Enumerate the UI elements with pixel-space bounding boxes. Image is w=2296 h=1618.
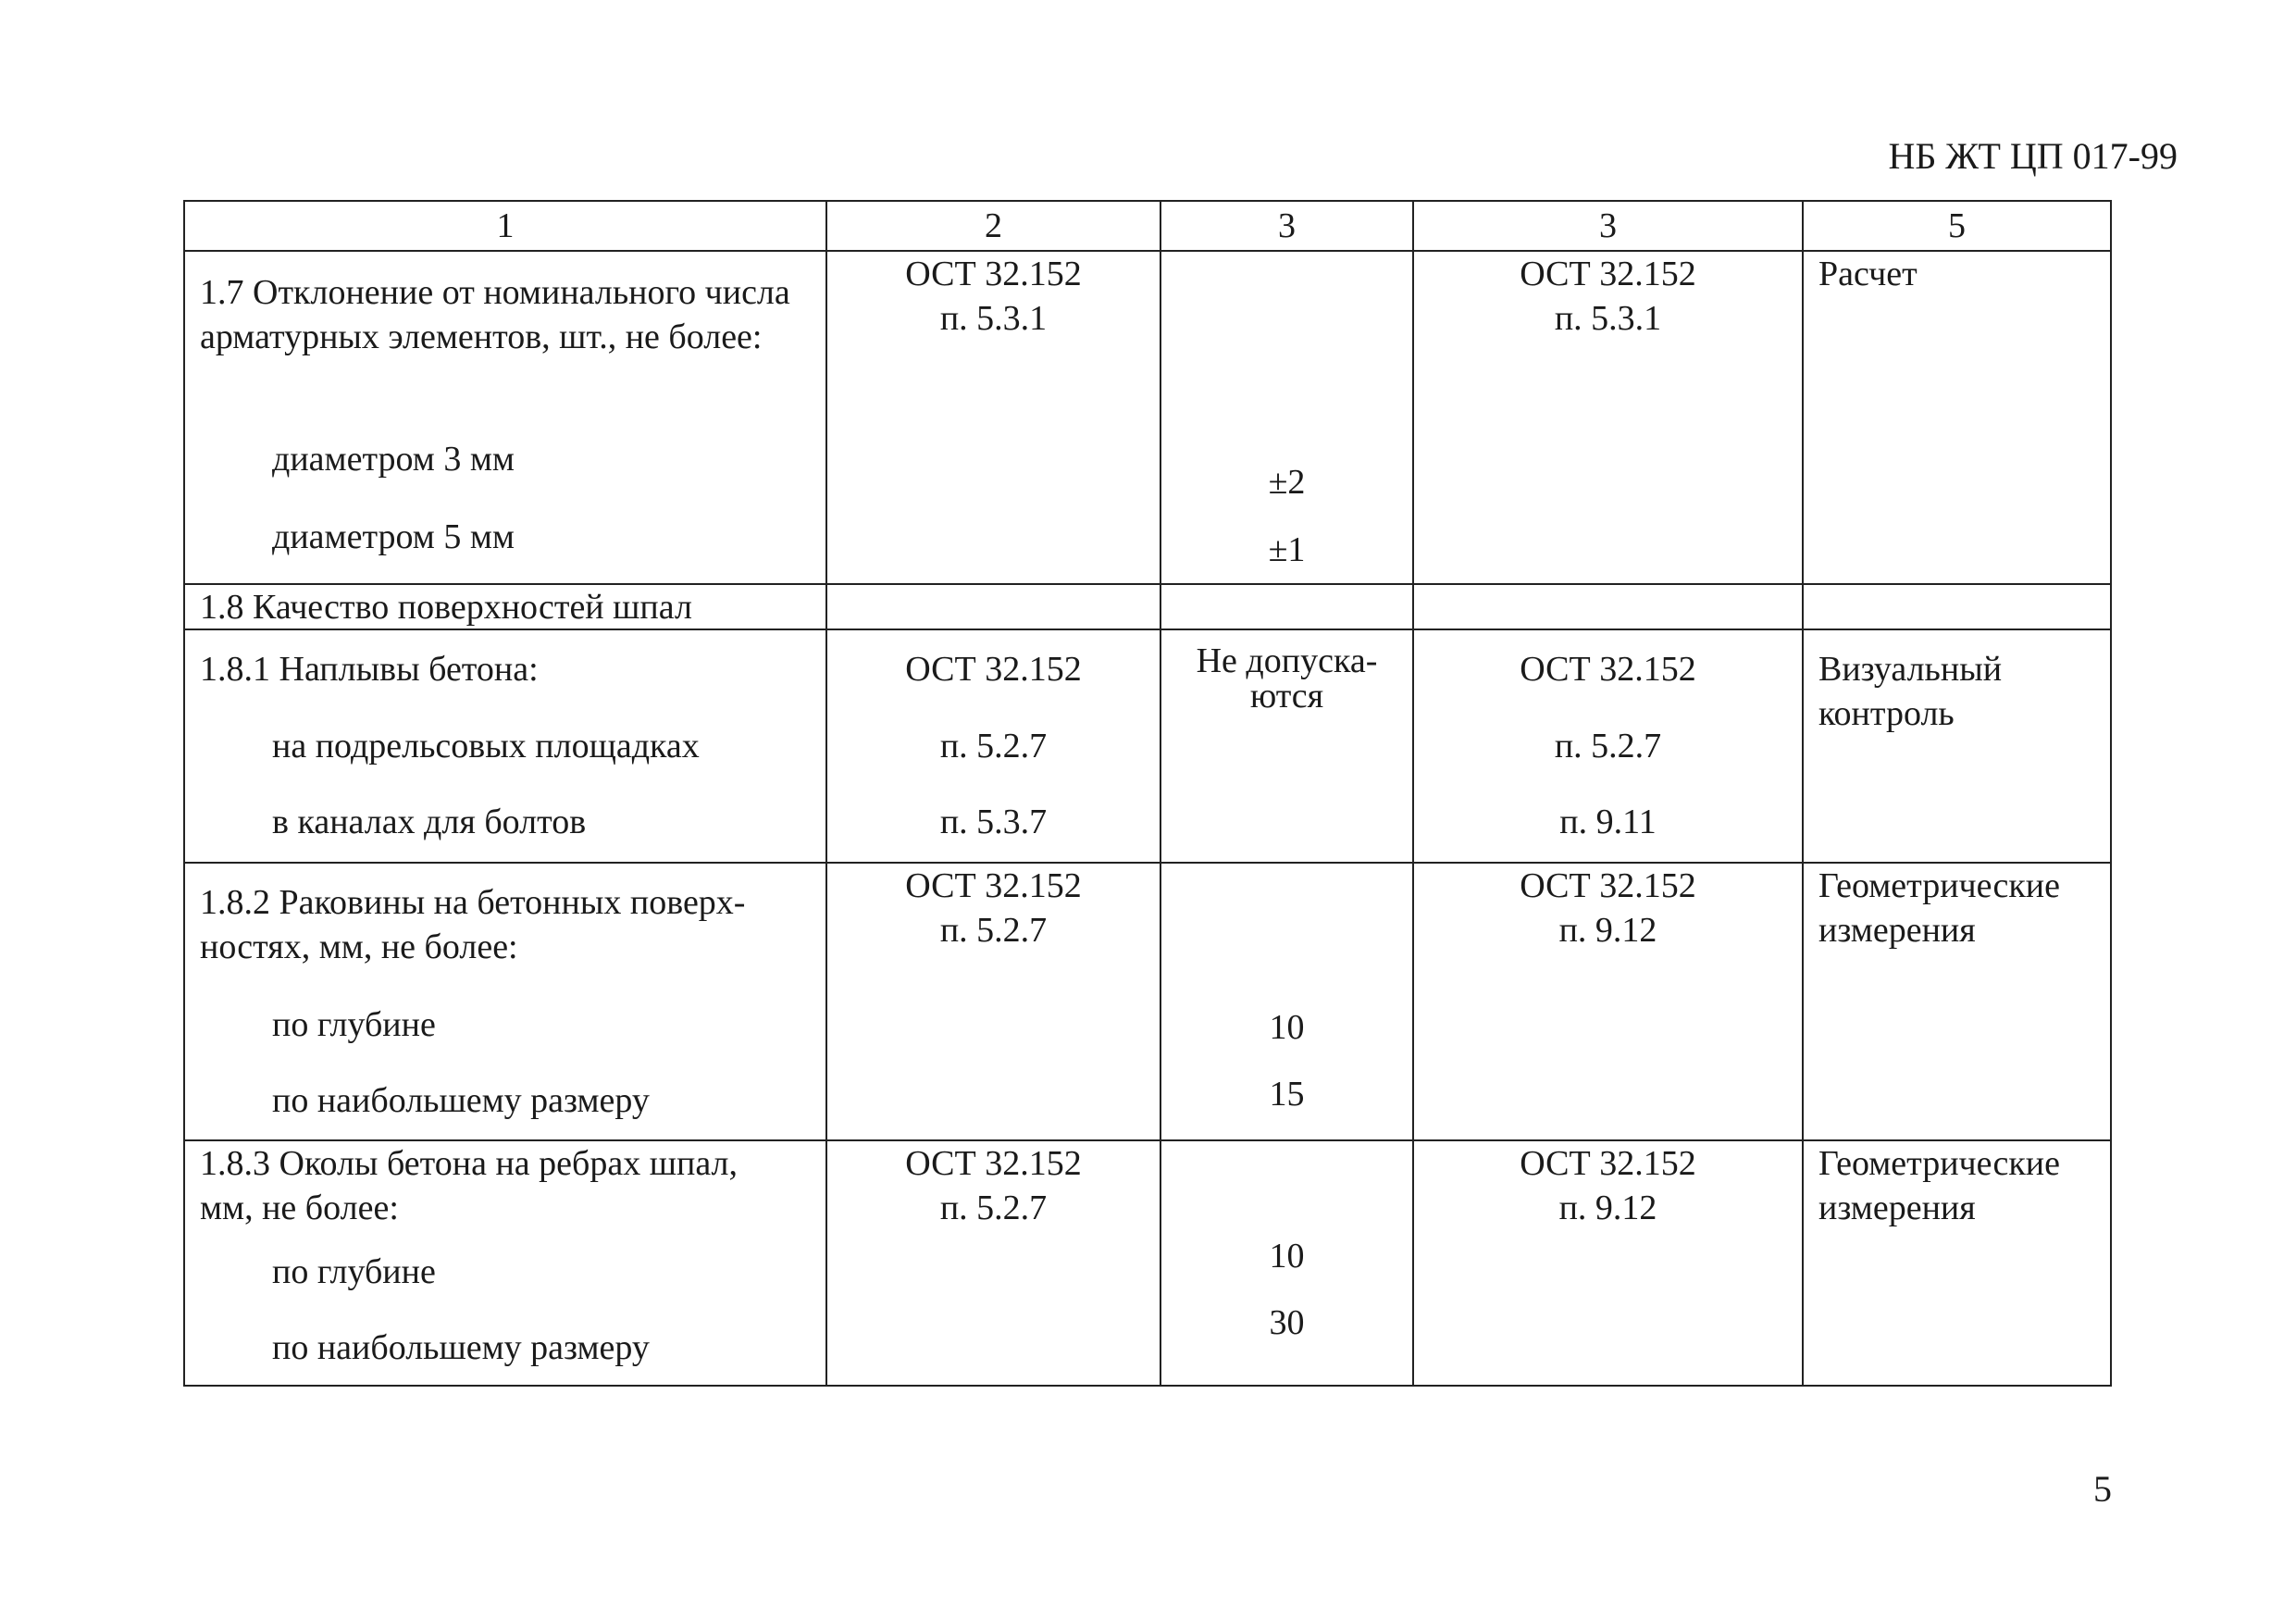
column-header: 5 [1803,201,2111,251]
parameter-cell [184,629,826,863]
column-header: 3 [1160,201,1413,251]
table-row [184,629,2111,863]
value-cell [1160,1140,1413,1386]
tolerance-value: ±1 [1268,530,1306,569]
method-reference: ОСТ 32.152 [1520,866,1696,905]
sub-parameter: на подрельсовых площадках [272,727,700,765]
parameter-text: ностях, мм, не более: [200,927,518,966]
doc-reference: ОСТ 32.152 [905,866,1082,905]
table-row [184,251,2111,584]
method-doc-cell [1413,863,1803,1140]
normative-doc-cell [826,863,1160,1140]
tolerance-value: 15 [1269,1075,1305,1114]
parameter-cell [184,584,826,629]
tolerance-value: 10 [1269,1237,1305,1276]
doc-reference: ОСТ 32.152 [905,255,1082,293]
control-cell [1803,251,2111,584]
normative-doc-cell [826,251,1160,584]
table-row [184,1140,2111,1386]
method-doc-cell [1413,251,1803,584]
column-header: 1 [184,201,826,251]
control-method: Расчет [1818,255,1917,293]
value-cell [1160,629,1413,863]
control-method: измерения [1818,911,1976,950]
sub-parameter: в каналах для болтов [272,803,587,841]
specification-table [183,200,2112,1387]
doc-reference: ОСТ 32.152 [905,650,1082,689]
doc-reference: ОСТ 32.152 [905,1144,1082,1183]
tolerance-value: Не допуска- [1196,641,1378,680]
page-number: 5 [2093,1468,2112,1510]
parameter-text: мм, не более: [200,1189,399,1227]
control-cell [1803,1140,2111,1386]
method-clause: п. 9.12 [1558,1189,1657,1227]
parameter-text: 1.8.2 Раковины на бетонных поверх- [200,883,746,922]
method-doc-cell [1413,1140,1803,1386]
control-method: Геометрические [1818,1144,2060,1183]
sub-parameter: диаметром 5 мм [272,517,515,556]
method-reference: ОСТ 32.152 [1520,650,1696,689]
parameter-text: 1.8.1 Наплывы бетона: [200,650,539,689]
sub-parameter: по наибольшему размеру [272,1328,650,1367]
normative-doc-cell [826,629,1160,863]
section-title: 1.8 Качество поверхностей шпал [200,588,692,627]
method-clause: п. 5.3.1 [1554,299,1662,338]
parameter-text: 1.7 Отклонение от номинального числа арматурных элементов, шт., не более: [200,273,790,356]
tolerance-value: ются [1249,677,1324,716]
control-method: Визуальный [1818,650,2003,689]
tolerance-value: ±2 [1268,463,1306,502]
parameter-cell [184,1140,826,1386]
sub-parameter: по глубине [272,1005,436,1044]
method-reference: ОСТ 32.152 [1520,255,1696,293]
control-method: Геометрические [1818,866,2060,905]
control-method: измерения [1818,1189,1976,1227]
method-clause: п. 9.12 [1558,911,1657,950]
method-clause: п. 5.2.7 [1554,727,1662,765]
value-cell [1160,863,1413,1140]
doc-clause: п. 5.2.7 [939,727,1048,765]
control-cell [1803,629,2111,863]
column-header: 3 [1413,201,1803,251]
method-clause: п. 9.11 [1559,803,1657,841]
normative-doc-cell [826,1140,1160,1386]
parameter-text: 1.8.3 Околы бетона на ребрах шпал, [200,1144,738,1183]
method-doc-cell [1413,629,1803,863]
doc-clause: п. 5.2.7 [939,911,1048,950]
table-row [184,863,2111,1140]
tolerance-value: 10 [1269,1008,1305,1047]
document-code: НБ ЖТ ЦП 017-99 [1888,135,2178,177]
sub-parameter: по глубине [272,1252,436,1291]
doc-clause: п. 5.3.7 [939,803,1048,841]
sub-parameter: диаметром 3 мм [272,440,515,479]
tolerance-value: 30 [1269,1303,1305,1342]
value-cell [1160,251,1413,584]
column-header: 2 [826,201,1160,251]
parameter-cell [184,251,826,584]
sub-parameter: по наибольшему размеру [272,1081,650,1120]
method-reference: ОСТ 32.152 [1520,1144,1696,1183]
control-method: контроль [1818,694,1955,733]
parameter-cell [184,863,826,1140]
doc-clause: п. 5.2.7 [939,1189,1048,1227]
table-header-row [184,201,2111,251]
control-cell [1803,863,2111,1140]
table-row [184,584,2111,629]
doc-clause: п. 5.3.1 [939,299,1048,338]
